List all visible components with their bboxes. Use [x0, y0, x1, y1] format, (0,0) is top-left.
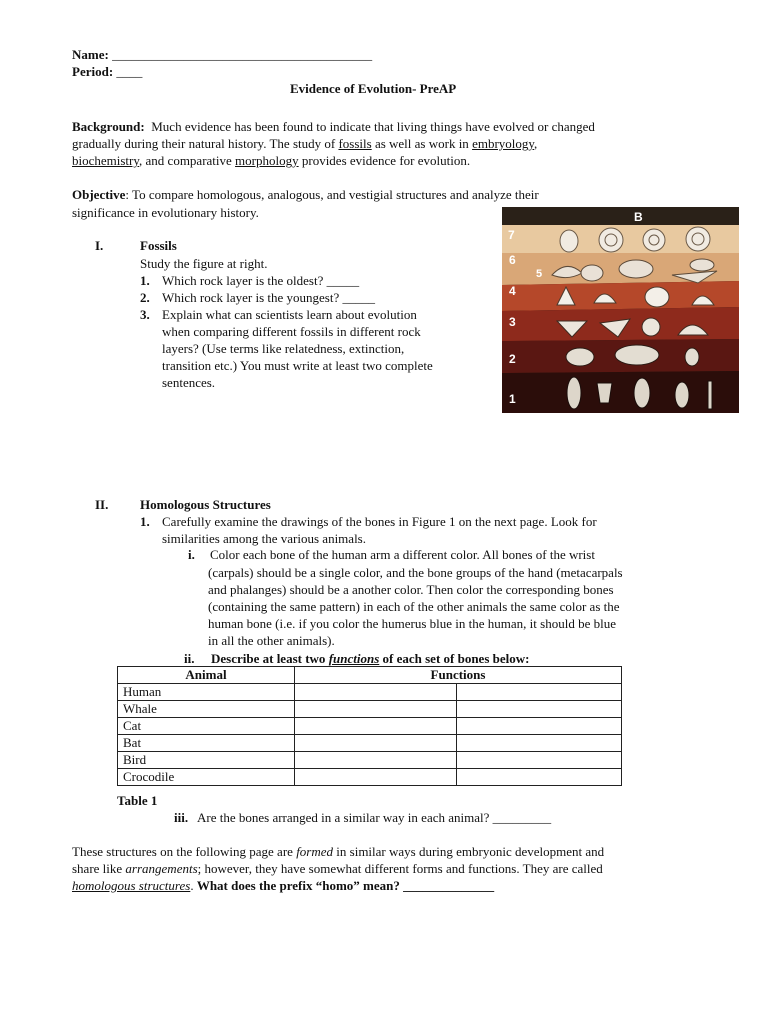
- table-row: [118, 684, 622, 701]
- background-text-3b: provides evidence for evolution.: [298, 153, 471, 168]
- table-caption: Table 1: [117, 793, 158, 808]
- term-embryology: embryology: [472, 136, 535, 151]
- closing-text-2b: ; however, they have somewhat different forms and functions. They are called: [197, 861, 603, 876]
- function-cell[interactable]: [295, 718, 457, 735]
- functions-table: [117, 666, 622, 786]
- closing-text-2a: share like: [72, 861, 126, 876]
- fossil-layers-figure: [502, 207, 739, 413]
- name-line: [72, 46, 372, 63]
- closing-text-1b: in similar ways during embryonic development and: [333, 844, 605, 859]
- q1-number: 1.: [140, 273, 150, 288]
- closing-line-3: [72, 877, 494, 894]
- term-functions: functions: [328, 651, 380, 666]
- function-cell[interactable]: [457, 684, 622, 701]
- function-cell[interactable]: [295, 684, 457, 701]
- term-arrangements: arrangements: [125, 861, 198, 876]
- layer-label-6: 6: [509, 253, 516, 267]
- q3-text-5: sentences.: [162, 375, 216, 390]
- q3-text-1: Explain what can scientists learn about evolution: [162, 307, 417, 322]
- section-2-number: II.: [95, 497, 109, 512]
- homo-prefix-question: What does the prefix “homo” mean? ______________: [196, 878, 495, 893]
- layer-label-7: 7: [508, 228, 515, 242]
- period-blank[interactable]: ____: [116, 64, 143, 79]
- q2-number: 2.: [140, 290, 150, 305]
- q3-number: 3.: [140, 307, 150, 322]
- s2-item-1-text-1: Carefully examine the drawings of the bones in Figure 1 on the next page. Look for: [162, 514, 597, 529]
- row-animal-cell: Crocodile: [118, 769, 295, 786]
- s2-sub-i-number: i.: [188, 547, 195, 562]
- function-cell[interactable]: [295, 769, 457, 786]
- s2-sub-iii-text: Are the bones arranged in a similar way in each animal? _________: [197, 810, 552, 825]
- function-cell[interactable]: [457, 735, 622, 752]
- objective-line-2: significance in evolutionary history.: [72, 205, 259, 220]
- s2-sub-i-text-3: and phalanges) should be a another color. Then color the corresponding bones: [208, 582, 614, 597]
- function-cell[interactable]: [295, 735, 457, 752]
- term-fossils: fossils: [338, 136, 372, 151]
- q2-text: Which rock layer is the youngest? _____: [162, 290, 375, 305]
- function-cell[interactable]: [457, 718, 622, 735]
- col-animal-header: Animal: [118, 667, 295, 684]
- s2-sub-i-text-2: (carpals) should be a single color, and the bone groups of the hand (metacarpals: [208, 565, 623, 580]
- table-row: [118, 735, 622, 752]
- layer-label-1: 1: [509, 392, 516, 406]
- q3-text-4: transition etc.) You must write at least two complete: [162, 358, 433, 373]
- term-formed: formed: [296, 844, 334, 859]
- s2-sub-ii-text: [211, 650, 529, 667]
- table-row: [118, 718, 622, 735]
- background-text-2c: ,: [534, 136, 538, 151]
- s2-item-1-text-2: similarities among the various animals.: [162, 531, 366, 546]
- term-homologous-structures: homologous structures: [72, 878, 191, 893]
- q3-text-3: layers? (Use terms like relatedness, extinction,: [162, 341, 405, 356]
- background-text-2a: gradually during their natural history. The study of: [72, 136, 339, 151]
- period-line: [72, 63, 142, 80]
- objective-line-1: [72, 186, 539, 203]
- section-1-number: I.: [95, 238, 104, 253]
- period-label: Period:: [72, 64, 114, 79]
- background-line-2: [72, 135, 537, 152]
- q3-text-2: when comparing different fossils in different rock: [162, 324, 421, 339]
- s2-sub-i-text-1: Color each bone of the human arm a different color. All bones of the wrist: [210, 547, 595, 562]
- section-2-heading: Homologous Structures: [140, 497, 271, 512]
- layer-label-3: 3: [509, 315, 516, 329]
- page-title: Evidence of Evolution- PreAP: [290, 81, 457, 96]
- col-functions-header: Functions: [295, 667, 622, 684]
- background-line-1: [72, 118, 595, 135]
- s2-sub-i-text-4: (containing the same pattern) in each of the other animals the same color as the: [208, 599, 620, 614]
- layer-1-band: [502, 371, 739, 413]
- section-1-intro: Study the figure at right.: [140, 256, 268, 271]
- section-1-heading: Fossils: [140, 238, 177, 253]
- table-row: [118, 701, 622, 718]
- name-label: Name:: [72, 47, 109, 62]
- objective-text-1: : To compare homologous, analogous, and vestigial structures and analyze their: [125, 187, 539, 202]
- row-animal-cell: Cat: [118, 718, 295, 735]
- s2-sub-ii-text-b: of each set of bones below:: [379, 651, 530, 666]
- background-label: Background:: [72, 119, 145, 134]
- function-cell[interactable]: [457, 769, 622, 786]
- function-cell[interactable]: [457, 752, 622, 769]
- s2-sub-ii-text-a: Describe at least two: [211, 651, 329, 666]
- row-animal-cell: Bat: [118, 735, 295, 752]
- s2-sub-iii-number: iii.: [174, 810, 189, 825]
- s2-sub-i-text-6: in all the other animals).: [208, 633, 335, 648]
- term-morphology: morphology: [235, 153, 299, 168]
- function-cell[interactable]: [295, 752, 457, 769]
- name-blank[interactable]: ________________________________________: [112, 47, 373, 62]
- row-animal-cell: Human: [118, 684, 295, 701]
- closing-line-2: [72, 860, 603, 877]
- q1-text: Which rock layer is the oldest? _____: [162, 273, 360, 288]
- background-line-3: [72, 152, 470, 169]
- table-header-row: [118, 667, 622, 684]
- closing-text-3a: .: [190, 878, 197, 893]
- function-cell[interactable]: [457, 701, 622, 718]
- figure-column-label: B: [634, 210, 643, 224]
- function-cell[interactable]: [295, 701, 457, 718]
- table-row: [118, 769, 622, 786]
- layer-label-2: 2: [509, 352, 516, 366]
- background-text-2b: as well as work in: [371, 136, 473, 151]
- term-biochemistry: biochemistry: [72, 153, 140, 168]
- closing-line-1: [72, 843, 604, 860]
- s2-item-1-number: 1.: [140, 514, 150, 529]
- background-text-1: Much evidence has been found to indicate that living things have evolved or changed: [151, 119, 595, 134]
- layer-label-4: 4: [509, 284, 516, 298]
- row-animal-cell: Bird: [118, 752, 295, 769]
- closing-text-1a: These structures on the following page are: [72, 844, 297, 859]
- objective-label: Objective: [72, 187, 126, 202]
- layer-label-5: 5: [536, 268, 543, 280]
- row-animal-cell: Whale: [118, 701, 295, 718]
- background-text-3a: , and comparative: [139, 153, 236, 168]
- table-row: [118, 752, 622, 769]
- s2-sub-i-text-5: human bone (i.e. if you color the humerus blue in the human, it should be blue: [208, 616, 616, 631]
- s2-sub-ii-number: ii.: [184, 651, 195, 666]
